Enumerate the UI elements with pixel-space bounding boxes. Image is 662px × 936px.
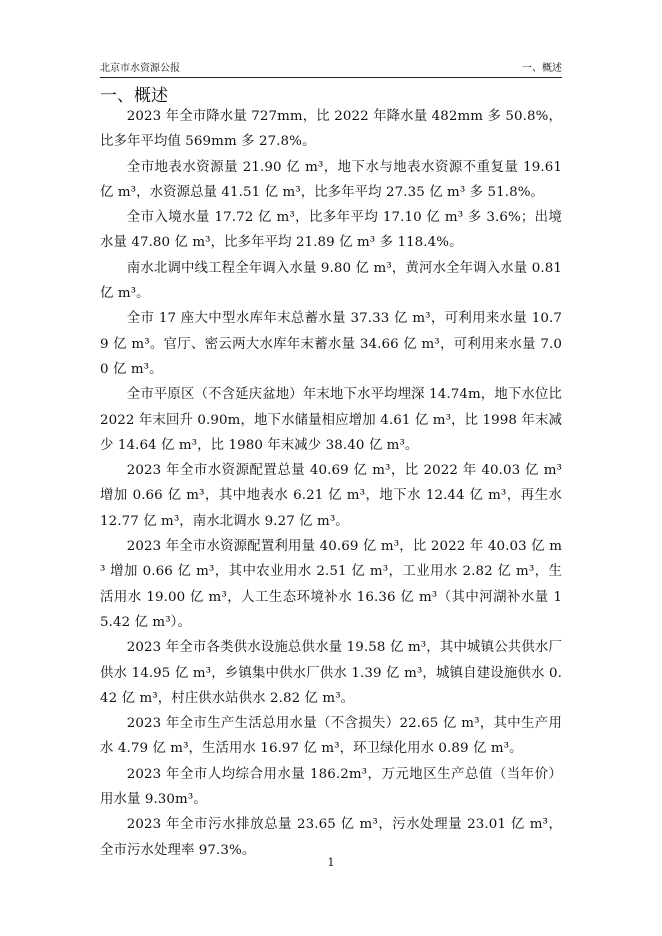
section-heading: 一、概述 (100, 86, 168, 106)
paragraph-water-supply: 2023 年全市各类供水设施总供水量 19.58 亿 m³，其中城镇公共供水厂供水 14.95 亿 m³，乡镇集中供水厂供水 1.39 亿 m³，城镇自建设施供水 0.42 亿 m³，村庄供水站供水 2.82 亿 m³。 (100, 640, 562, 706)
paragraph-reservoirs: 全市 17 座大中型水库年末总蓄水量 37.33 亿 m³，可利用来水量 10.79 亿 m³。官厅、密云两大水库年末蓄水量 34.66 亿 m³，可利用来水量 7.00 亿 m³。 (100, 311, 562, 377)
header-divider (100, 77, 562, 78)
header-publication-title: 北京市水资源公报 (100, 63, 180, 74)
paragraph-allocation-use: 2023 年全市水资源配置利用量 40.69 亿 m³，比 2022 年 40.03 亿 m³ 增加 0.66 亿 m³，其中农业用水 2.51 亿 m³，工业用水 2.82 亿 m³，生活用水 19.00 亿 m³，人工生态环境补水 16.36 亿 m³（其中河湖补水量 15.42 亿 m³）。 (100, 539, 562, 630)
paragraph-inflow-outflow: 全市入境水量 17.72 亿 m³，比多年平均 17.10 亿 m³ 多 3.6%；出境水量 47.80 亿 m³，比多年平均 21.89 亿 m³ 多 118.4%。 (100, 210, 562, 251)
paragraph-precipitation: 2023 年全市降水量 727mm，比 2022 年降水量 482mm 多 50.8%，比多年平均值 569mm 多 27.8%。 (100, 109, 562, 150)
paragraph-sewage: 2023 年全市污水排放总量 23.65 亿 m³，污水处理量 23.01 亿 m³，全市污水处理率 97.3%。 (100, 817, 562, 858)
paragraph-groundwater: 全市平原区（不含延庆盆地）年末地下水平均埋深 14.74m，地下水位比 2022 年末回升 0.90m，地下水储量相应增加 4.61 亿 m³，比 1998 年末减少 14.64 亿 m³，比 1980 年末减少 38.40 亿 m³。 (100, 387, 562, 453)
paragraph-water-consumption: 2023 年全市生产生活总用水量（不含损失）22.65 亿 m³，其中生产用水 4.79 亿 m³，生活用水 16.97 亿 m³，环卫绿化用水 0.89 亿 m³。 (100, 716, 562, 757)
paragraph-water-resources: 全市地表水资源量 21.90 亿 m³，地下水与地表水资源不重复量 19.61 亿 m³，水资源总量 41.51 亿 m³，比多年平均 27.35 亿 m³ 多 51.8%。 (100, 159, 562, 200)
page-number: 1 (327, 856, 335, 869)
header-section-title: 一、概述 (522, 63, 562, 74)
paragraph-water-diversion: 南水北调中线工程全年调入水量 9.80 亿 m³，黄河水全年调入水量 0.81 亿 m³。 (100, 260, 562, 302)
paragraph-per-capita-use: 2023 年全市人均综合用水量 186.2m³，万元地区生产总值（当年价）用水量 9.30m³。 (100, 766, 562, 808)
paragraph-allocation-total: 2023 年全市水资源配置总量 40.69 亿 m³，比 2022 年 40.03 亿 m³ 增加 0.66 亿 m³，其中地表水 6.21 亿 m³，地下水 12.44 亿 m³，再生水 12.77 亿 m³，南水北调水 9.27 亿 m³。 (100, 463, 562, 529)
document-body (100, 104, 562, 863)
page-header (100, 62, 562, 76)
